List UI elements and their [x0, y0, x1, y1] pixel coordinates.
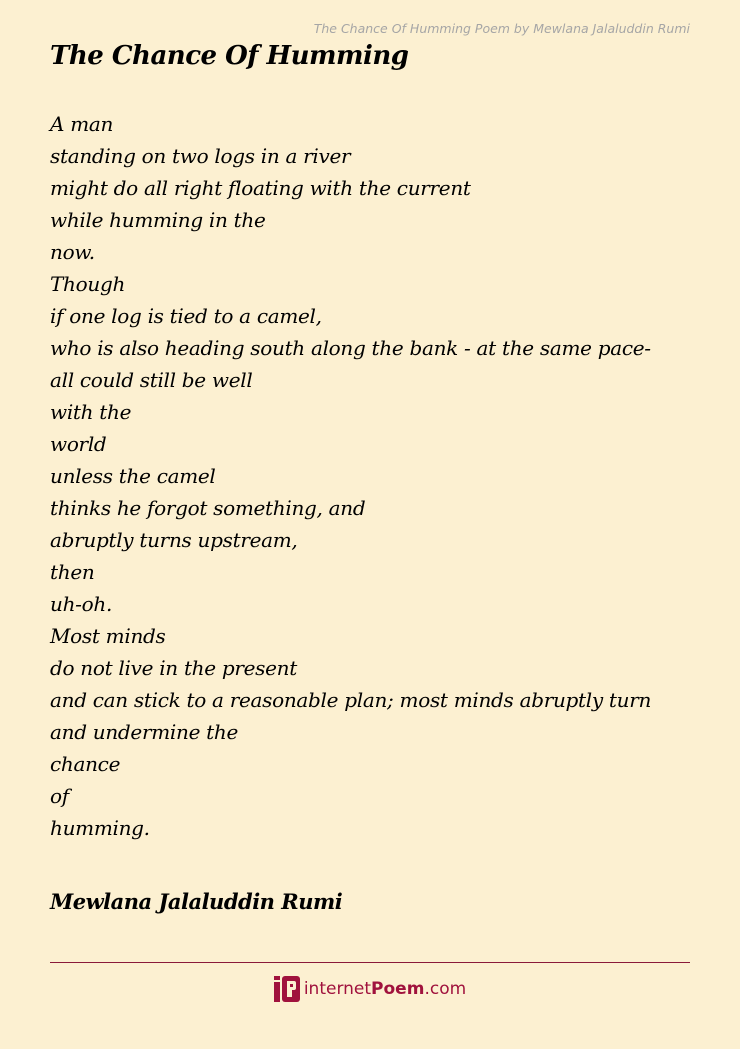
poem-author: Mewlana Jalaluddin Rumi: [50, 889, 343, 914]
brand-name-strong: Poem: [371, 979, 425, 999]
internetpoem-logo-link[interactable]: [0, 974, 740, 1004]
poem-line: all could still be well: [50, 368, 253, 392]
poem-line: if one log is tied to a camel,: [50, 304, 322, 328]
poem-line: world: [50, 432, 107, 456]
poem-line: A man: [50, 112, 114, 136]
poem-line: abruptly turns upstream,: [50, 528, 298, 552]
footer-divider: [50, 962, 690, 963]
poem-line: while humming in the: [50, 208, 266, 232]
poem-line: Most minds: [50, 624, 166, 648]
poem-line: of: [50, 784, 69, 808]
poem-body: [50, 108, 690, 844]
internetpoem-logo-icon: [274, 976, 300, 1002]
poem-line: standing on two logs in a river: [50, 144, 351, 168]
brand-name-suffix: .com: [424, 979, 467, 999]
poem-line: Though: [50, 272, 126, 296]
page-caption: The Chance Of Humming Poem by Mewlana Jalaluddin Rumi: [313, 21, 690, 36]
poem-line: might do all right floating with the current: [50, 176, 471, 200]
poem-line: unless the camel: [50, 464, 216, 488]
poem-title: The Chance Of Humming: [50, 41, 409, 71]
poem-line: and undermine the: [50, 720, 239, 744]
poem-line: now.: [50, 240, 95, 264]
poem-line: then: [50, 560, 95, 584]
poem-line: uh-oh.: [50, 592, 112, 616]
brand-name: [304, 979, 466, 999]
poem-line: do not live in the present: [50, 656, 297, 680]
brand-name-prefix: internet: [303, 979, 372, 999]
poem-line: who is also heading south along the bank - at the same pace-: [50, 336, 651, 360]
poem-line: chance: [50, 752, 121, 776]
poem-line: with the: [50, 400, 132, 424]
poem-line: thinks he forgot something, and: [50, 496, 366, 520]
poem-line: humming.: [50, 816, 150, 840]
poem-line: and can stick to a reasonable plan; most minds abruptly turn: [50, 688, 652, 712]
